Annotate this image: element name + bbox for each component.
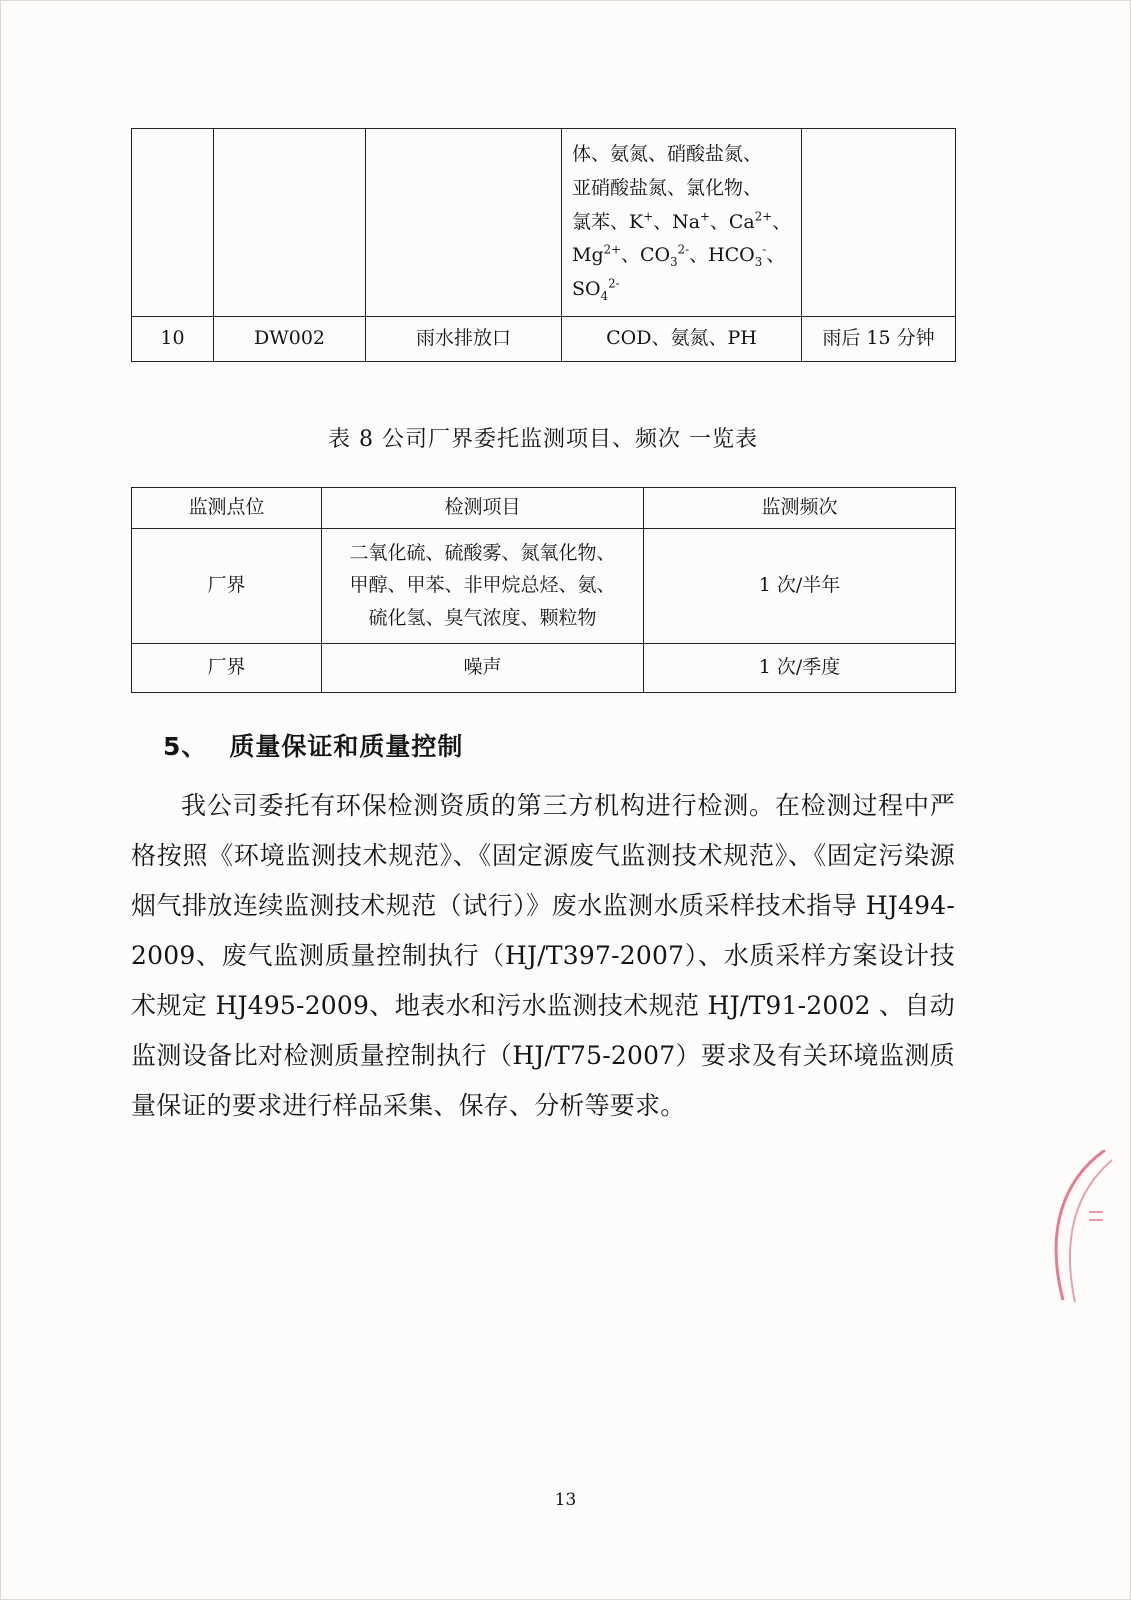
section-number: 5、 <box>163 731 208 761</box>
table8-header-items: 检测项目 <box>322 488 644 528</box>
red-seal-arc-decoration <box>993 1150 1113 1310</box>
table8-header-freq: 监测频次 <box>644 488 956 528</box>
table8-header-row <box>132 488 956 528</box>
cell-no: 10 <box>132 317 214 362</box>
section-heading <box>163 727 955 763</box>
cell-point <box>366 129 562 317</box>
cell-freq <box>802 129 956 317</box>
section-paragraph: 我公司委托有环保检测资质的第三方机构进行检测。在检测过程中严格按照《环境监测技术规范》、《固定源废气监测技术规范》、《固定污染源烟气排放连续监测技术规范（试行）》废水监测水质采样技术指导 HJ494-2009、废气监测质量控制执行（HJ/T397-2007）、水质采样方案设计技术规定 HJ495-2009、地表水和污水监测技术规范 HJ/T91-2002 、自动监测设备比对检测质量控制执行（HJ/T75-2007）要求及有关环境监测质量保证的要求进行样品采集、保存、分析等要求。 <box>131 790 955 1120</box>
section-title: 质量保证和质量控制 <box>229 731 464 761</box>
cell-point: 厂界 <box>132 643 322 692</box>
cell-freq: 1 次/半年 <box>644 528 956 643</box>
cell-point: 雨水排放口 <box>366 317 562 362</box>
cell-items: 体、氨氮、硝酸盐氮、 亚硝酸盐氮、氯化物、 氯苯、K+、Na+、$Ca^{2+}$、 $Mg^{2+}$、$CO_3^{2-}$、$HCO_3^-$、$SO_4^{2-}$ <box>562 129 802 317</box>
cell-freq: 1 次/季度 <box>644 643 956 692</box>
page-number: 13 <box>554 1490 577 1510</box>
page-content <box>131 128 955 1131</box>
cell-items: COD、氨氮、PH <box>562 317 802 362</box>
cell-items: 噪声 <box>322 643 644 692</box>
table-continued <box>131 128 956 362</box>
cell-items: 二氧化硫、硫酸雾、氮氧化物、 甲醇、甲苯、非甲烷总烃、氨、 硫化氢、臭气浓度、颗粒物 <box>322 528 644 643</box>
table-row <box>132 528 956 643</box>
cell-freq: 雨后 15 分钟 <box>802 317 956 362</box>
table8-caption: 表 8 公司厂界委托监测项目、频次 一览表 <box>328 427 758 453</box>
table-row <box>132 643 956 692</box>
table-row <box>132 317 956 362</box>
cell-no <box>132 129 214 317</box>
table8-header-point: 监测点位 <box>132 488 322 528</box>
table8 <box>131 487 956 692</box>
cell-code <box>214 129 366 317</box>
table-row <box>132 129 956 317</box>
cell-point: 厂界 <box>132 528 322 643</box>
cell-code: DW002 <box>214 317 366 362</box>
